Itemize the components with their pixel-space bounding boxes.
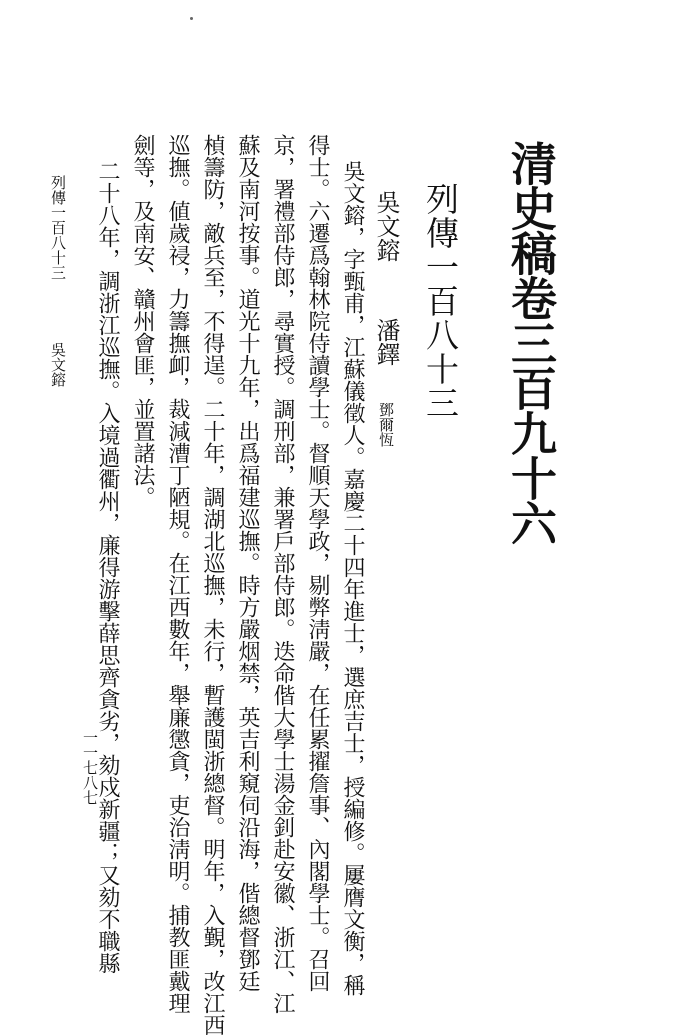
book-title: 清史稿卷三百九十六 — [504, 140, 558, 545]
page-number: 一一七八七 — [81, 730, 99, 805]
biography-heading — [374, 190, 398, 447]
text-column-6: 巡撫。値歲祲，力籌撫卹，裁減漕丁陋規。在江西數年，舉廉懲貪，吏治淸明。捕教匪戴理 — [165, 134, 190, 1014]
text-column-8: 二十八年，調浙江巡撫。入境過衢州，廉得游擊薛思齊貪劣，劾戍新疆；又劾不職縣 — [95, 160, 120, 974]
text-column-7: 劍等，及南安、贛州會匪，並置諸法。 — [130, 134, 155, 508]
text-column-1: 吳文鎔，字甄甫，江蘇儀徵人。嘉慶二十四年進士，選庶吉士，授編修。屢膺文衡，稱 — [340, 160, 365, 996]
scan-speck — [190, 17, 193, 20]
biography-note: 鄧爾恆 — [377, 402, 395, 447]
running-footer — [50, 175, 65, 387]
running-name: 吳文鎔 — [49, 342, 67, 387]
biography-name-2: 潘鐸 — [372, 318, 400, 366]
text-column-4: 蘇及南河按事。道光十九年，出爲福建巡撫。時方嚴烟禁，英吉利窺伺沿海，偕總督鄧廷 — [235, 134, 260, 992]
section-title: 列傳一百八十三 — [421, 182, 460, 420]
text-column-2: 得士。六遷爲翰林院侍讀學士。督順天學政，剔弊淸嚴，在任累擢詹事、內閣學士。召回 — [305, 134, 330, 992]
text-column-5: 楨籌防，敵兵至，不得逞。二十年，調湖北巡撫，未行，暫護閩浙總督。明年，入覲，改江西 — [200, 134, 225, 1036]
running-title: 列傳一百八十三 — [49, 175, 67, 280]
biography-name-1: 吳文鎔 — [372, 190, 400, 262]
text-column-3: 京，署禮部侍郎，尋實授。調刑部，兼署戶部侍郎。迭命偕大學士湯金釗赴安徽、浙江、江 — [270, 134, 295, 1014]
